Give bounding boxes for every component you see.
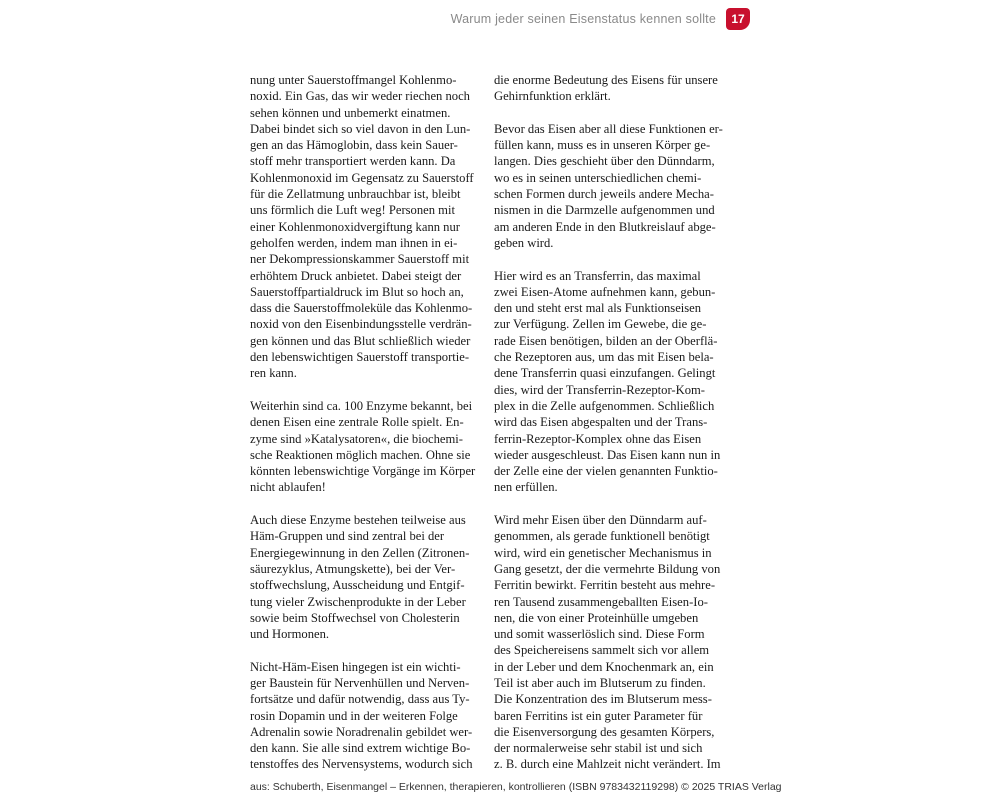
text-line: genommen, als gerade funktionell benötigt: [494, 529, 710, 544]
text-line: wieder ausgeschleust. Das Eisen kann nun in: [494, 447, 721, 462]
paragraph: [494, 72, 716, 105]
text-line: Adrenalin sowie Noradrenalin gebildet wer-: [250, 724, 473, 739]
text-line: geben wird.: [494, 235, 554, 250]
text-line: Weiterhin sind ca. 100 Enzyme bekannt, bei: [250, 398, 473, 413]
text-line: nicht ablaufen!: [250, 480, 326, 495]
text-line: plex in die Zelle aufgenommen. Schließlich: [494, 398, 715, 413]
text-line: stoff mehr transportiert werden kann. Da: [250, 154, 456, 169]
text-line: Häm-Gruppen und sind zentral bei der: [250, 529, 445, 544]
text-line: tenstoffes des Nervensystems, wodurch sich: [250, 757, 473, 772]
text-column-right: [494, 72, 723, 773]
text-line: der Zelle eine der vielen genannten Funktio-: [494, 464, 718, 479]
text-line: Hier wird es an Transferrin, das maximal: [494, 268, 701, 283]
paragraph: [494, 268, 721, 496]
text-line: langen. Dies geschieht über den Dünndarm,: [494, 154, 715, 169]
text-line: Nicht-Häm-Eisen hingegen ist ein wichti-: [250, 659, 461, 674]
text-line: könnten lebenswichtige Vorgänge im Körper: [250, 464, 476, 479]
text-line: geholfen werden, indem man ihnen in ei-: [250, 235, 458, 250]
text-line: in der Leber und dem Knochenmark an, ein: [494, 659, 714, 674]
paragraph: [250, 512, 472, 642]
text-line: und somit wasserlöslich sind. Diese Form: [494, 627, 705, 642]
text-line: sche Reaktionen möglich machen. Ohne sie: [250, 447, 471, 462]
text-line: rade Eisen benötigen, bilden an der Oberflä-: [494, 333, 718, 348]
text-line: Bevor das Eisen aber all diese Funktionen er-: [494, 121, 723, 136]
text-line: zur Verfügung. Zellen im Gewebe, die ge-: [494, 317, 707, 332]
text-line: rosin Dopamin und in der weiteren Folge: [250, 708, 458, 723]
text-line: schen Formen durch jeweils andere Mecha-: [494, 187, 714, 202]
page-number-badge: 17: [726, 8, 750, 30]
text-line: Dabei bindet sich so viel davon in den Lun-: [250, 121, 471, 136]
text-line: noxid von den Eisenbindungsstelle verdrän-: [250, 317, 472, 332]
paragraph: [494, 121, 723, 251]
text-line: wird das Eisen abgespalten und der Trans-: [494, 415, 708, 430]
text-line: nismen in die Darmzelle aufgenommen und: [494, 203, 715, 218]
text-line: Gang gesetzt, der die vermehrte Bildung von: [494, 561, 721, 576]
text-line: baren Ferritins ist ein guter Parameter für: [494, 708, 703, 723]
text-line: den und steht erst mal als Funktionseisen: [494, 301, 702, 316]
text-line: einer Kohlenmonoxidvergiftung kann nur: [250, 219, 460, 234]
text-line: z. B. durch eine Mahlzeit nicht verändert. Im: [494, 757, 721, 772]
text-line: che Rezeptoren aus, um das mit Eisen bela-: [494, 350, 714, 365]
text-line: nen erfüllen.: [494, 480, 558, 495]
text-line: ren Tausend zusammengeballten Eisen-Io-: [494, 594, 708, 609]
text-line: wo es in seinen unterschiedlichen chemi-: [494, 170, 702, 185]
page-header: [451, 8, 750, 30]
text-line: ren kann.: [250, 366, 297, 381]
text-line: fortsätze und dafür notwendig, dass aus Ty-: [250, 692, 470, 707]
text-line: Energiegewinnung in den Zellen (Zitronen-: [250, 545, 470, 560]
text-line: füllen kann, muss es in unseren Körper ge-: [494, 138, 711, 153]
text-line: nung unter Sauerstoffmangel Kohlenmo-: [250, 73, 457, 87]
text-line: den kann. Sie alle sind extrem wichtige Bo-: [250, 741, 471, 756]
text-line: gen an das Hämoglobin, dass kein Sauer-: [250, 138, 458, 153]
text-line: des Speichereisens sammelt sich vor allem: [494, 643, 710, 658]
text-line: Die Konzentration des im Blutserum mess-: [494, 692, 712, 707]
text-line: ferrin-Rezeptor-Komplex ohne das Eisen: [494, 431, 702, 446]
text-line: und Hormonen.: [250, 627, 330, 642]
text-line: noxid. Ein Gas, das wir weder riechen noch: [250, 89, 470, 104]
paragraph: [494, 512, 721, 773]
text-line: denen Eisen eine zentrale Rolle spielt. En-: [250, 415, 464, 430]
text-line: die enorme Bedeutung des Eisens für unsere: [494, 73, 718, 87]
text-line: gen können und das Blut schließlich wieder: [250, 333, 471, 348]
text-line: dene Transferrin quasi einzufangen. Gelingt: [494, 366, 716, 381]
text-line: zyme sind »Katalysatoren«, die biochemi-: [250, 431, 463, 446]
text-line: Gehirnfunktion erklärt.: [494, 89, 611, 104]
text-line: Kohlenmonoxid im Gegensatz zu Sauerstoff: [250, 170, 474, 185]
text-line: wird, wird ein genetischer Mechanismus in: [494, 545, 712, 560]
text-line: dies, wird der Transferrin-Rezeptor-Kom-: [494, 382, 705, 397]
paragraph: [250, 659, 472, 773]
text-line: Auch diese Enzyme bestehen teilweise aus: [250, 513, 466, 528]
text-line: tung vieler Zwischenprodukte in der Leber: [250, 594, 466, 609]
text-line: den lebenswichtigen Sauerstoff transportie-: [250, 350, 470, 365]
text-line: Wird mehr Eisen über den Dünndarm auf-: [494, 513, 707, 528]
text-line: sehen können und unbemerkt einatmen.: [250, 105, 451, 120]
text-column-left: [250, 72, 476, 773]
text-line: nen, die von einer Proteinhülle umgeben: [494, 610, 699, 625]
text-line: erhöhtem Druck anbietet. Dabei steigt der: [250, 268, 462, 283]
text-line: Teil ist aber auch im Blutserum zu finden.: [494, 675, 706, 690]
running-head: Warum jeder seinen Eisenstatus kennen sollte: [450, 12, 716, 26]
text-line: uns förmlich die Luft weg! Personen mit: [250, 203, 455, 218]
text-line: am anderen Ende in den Blutkreislauf abge-: [494, 219, 716, 234]
text-line: für die Zellatmung unbrauchbar ist, bleibt: [250, 187, 461, 202]
text-line: Sauerstoffpartialdruck im Blut so hoch an,: [250, 284, 464, 299]
text-line: der normalerweise sehr stabil ist und sich: [494, 741, 703, 756]
text-line: ger Baustein für Nervenhüllen und Nerven-: [250, 675, 470, 690]
text-line: säurezyklus, Atmungskette), bei der Ver-: [250, 561, 456, 576]
text-line: stoffwechslung, Ausscheidung und Entgif-: [250, 578, 465, 593]
text-line: Ferritin bewirkt. Ferritin besteht aus mehre-: [494, 578, 716, 593]
text-line: die Eisenversorgung des gesamten Körpers,: [494, 724, 715, 739]
text-line: dass die Sauerstoffmoleküle das Kohlenmo-: [250, 301, 473, 316]
paragraph: [250, 72, 472, 382]
text-line: zwei Eisen-Atome aufnehmen kann, gebun-: [494, 284, 716, 299]
text-line: ner Dekompressionskammer Sauerstoff mit: [250, 252, 470, 267]
paragraph: [250, 398, 476, 496]
source-footer: aus: Schuberth, Eisenmangel – Erkennen, therapieren, kontrollieren (ISBN 9783432119298) © 2025 TRIAS Verlag: [250, 781, 782, 793]
text-line: sowie beim Stoffwechsel von Cholesterin: [250, 610, 460, 625]
